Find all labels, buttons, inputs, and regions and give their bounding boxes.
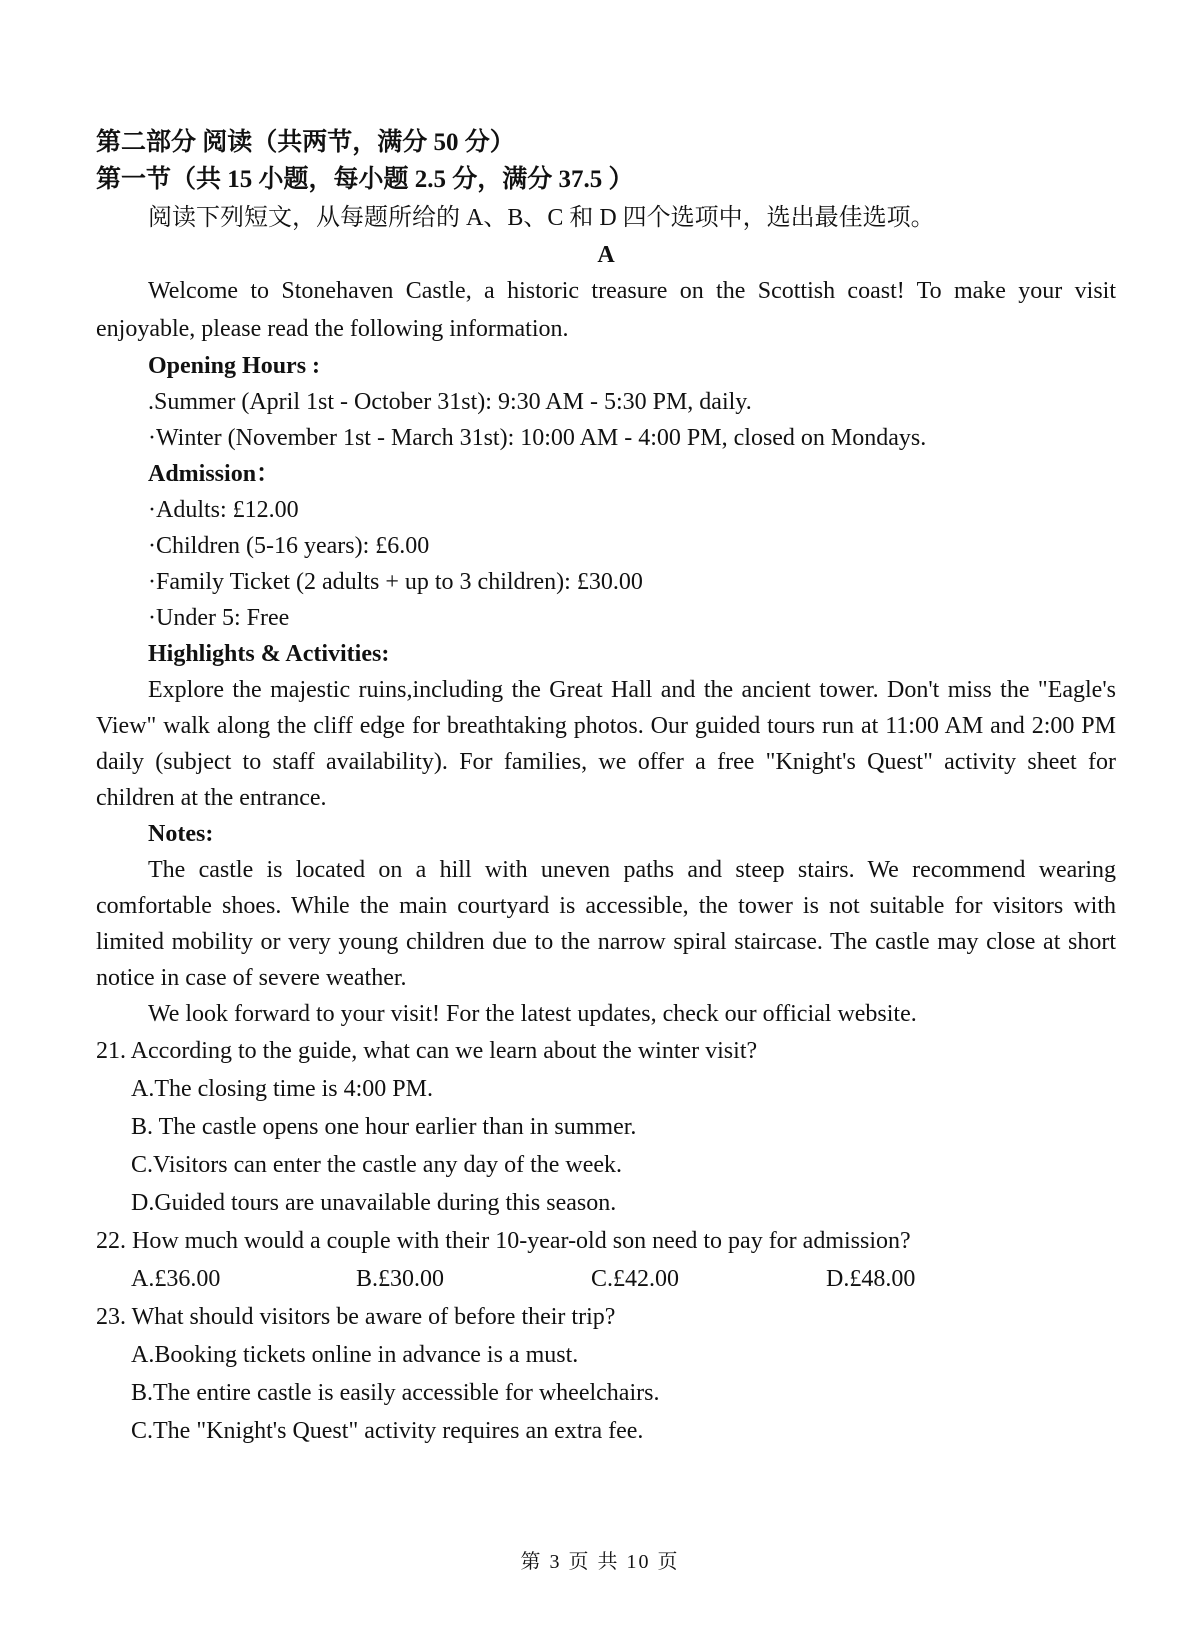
admission-adults: ·Adults: £12.00 — [148, 497, 299, 523]
page-content — [96, 124, 1116, 1450]
question-23-option-a: A.Booking tickets online in advance is a must. — [131, 1342, 579, 1368]
instruction: 阅读下列短文，从每题所给的 A、B、C 和 D 四个选项中，选出最佳选项。 — [148, 205, 935, 231]
passage-label: A — [597, 242, 615, 268]
notes-text: The castle is located on a hill with uneven paths and steep stairs. We recommend wearing comfortable shoes. While the main courtyard is accessible, the tower is not suitable for visitors with limited mobility or very young children due to the narrow spiral staircase. The castle may close at short notice in case of severe weather. — [96, 857, 1116, 991]
notes-heading: Notes: — [148, 821, 214, 847]
question-22-options — [96, 1260, 1116, 1298]
opening-hours-summer: .Summer (April 1st - October 31st): 9:30 AM - 5:30 PM, daily. — [148, 389, 752, 415]
page-footer: 第 3 页 共 10 页 — [520, 1551, 680, 1573]
highlights-heading: Highlights & Activities: — [148, 641, 390, 667]
question-21-option-a: A.The closing time is 4:00 PM. — [131, 1076, 433, 1102]
question-21-option-d: D.Guided tours are unavailable during this season. — [131, 1190, 617, 1216]
admission-heading: Admission： — [148, 461, 281, 487]
highlights-text: Explore the majestic ruins,including the Great Hall and the ancient tower. Don't miss the "Eagle's View" walk along the cliff edge for breathtaking photos. Our guided tours run at 11:00 AM and 2:00 PM daily (subject to staff availability). For families, we offer a free "Knight's Quest" activity sheet for children at the entrance. — [96, 677, 1116, 811]
question-22-stem: 22. How much would a couple with their 10-year-old son need to pay for admission? — [96, 1228, 911, 1254]
admission-children: ·Children (5-16 years): £6.00 — [148, 533, 430, 559]
question-23-option-b: B.The entire castle is easily accessible for wheelchairs. — [131, 1380, 660, 1406]
section-title: 第二部分 阅读（共两节，满分 50 分） — [96, 129, 515, 156]
closing-text: We look forward to your visit! For the latest updates, check our official website. — [148, 1001, 917, 1027]
question-23-stem: 23. What should visitors be aware of before their trip? — [96, 1304, 616, 1330]
question-21-stem: 21. According to the guide, what can we learn about the winter visit? — [96, 1038, 758, 1064]
question-22-option-a: A.£36.00 — [131, 1266, 221, 1292]
opening-hours-winter: ·Winter (November 1st - March 31st): 10:00 AM - 4:00 PM, closed on Mondays. — [148, 425, 927, 451]
question-21-option-b: B. The castle opens one hour earlier than in summer. — [131, 1114, 637, 1140]
admission-under5: ·Under 5: Free — [148, 605, 290, 631]
passage-intro: Welcome to Stonehaven Castle, a historic treasure on the Scottish coast! To make your visit enjoyable, please read the following information. — [96, 278, 1116, 342]
admission-family: ·Family Ticket (2 adults + up to 3 children): £30.00 — [148, 569, 643, 595]
opening-hours-heading: Opening Hours : — [148, 353, 321, 379]
question-22-option-b: B.£30.00 — [356, 1266, 445, 1292]
question-23-option-c: C.The "Knight's Quest" activity requires an extra fee. — [131, 1418, 644, 1444]
subsection-title: 第一节（共 15 小题，每小题 2.5 分，满分 37.5 ） — [96, 166, 634, 193]
question-22-option-c: C.£42.00 — [591, 1266, 680, 1292]
question-22-option-d: D.£48.00 — [826, 1266, 916, 1292]
question-21-option-c: C.Visitors can enter the castle any day of the week. — [131, 1152, 623, 1178]
